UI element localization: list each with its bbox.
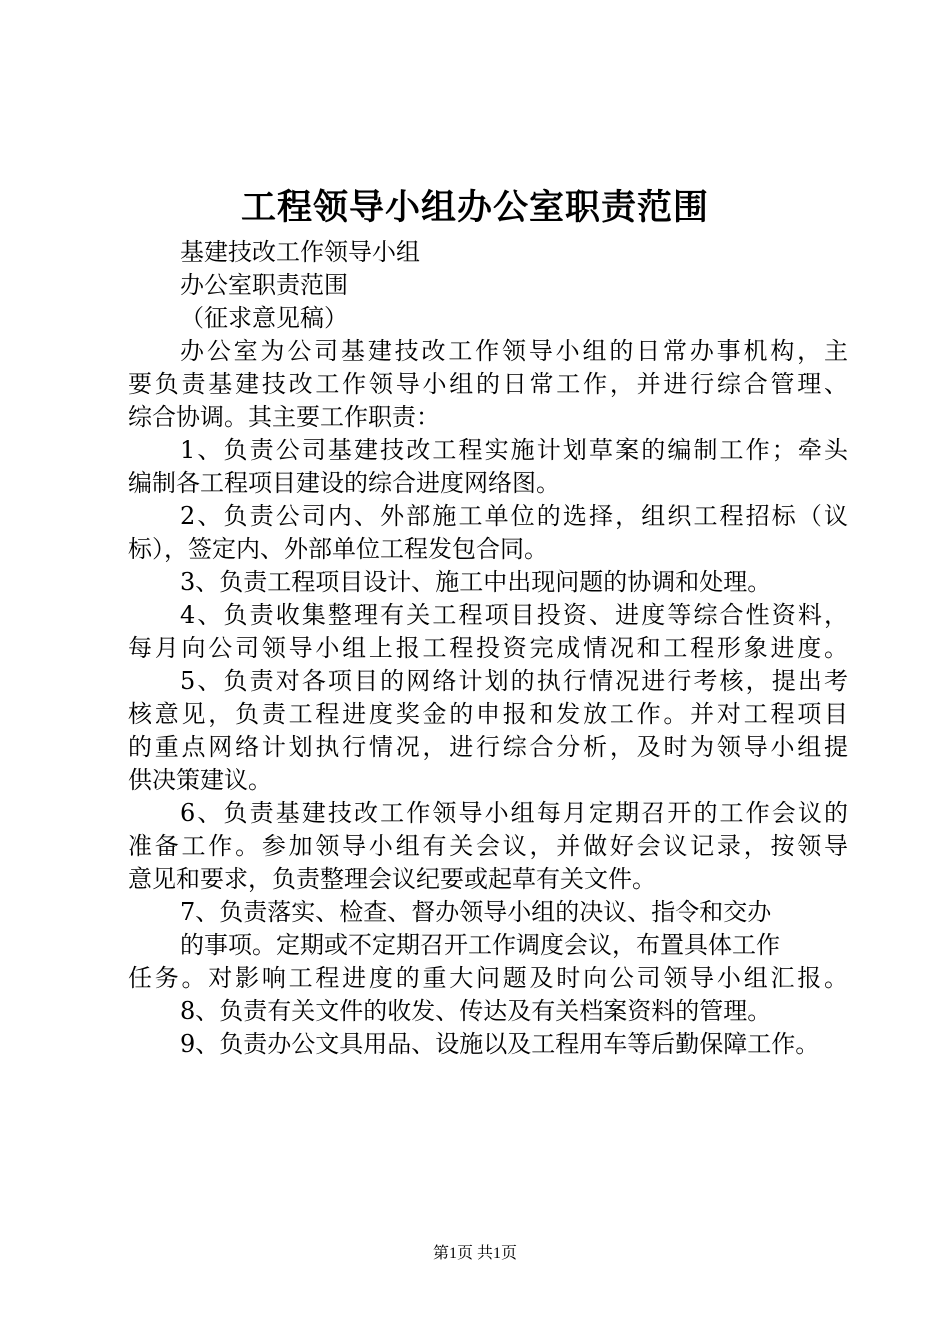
duty-item-line: 每月向公司领导小组上报工程投资完成情况和工程形象进度。: [128, 634, 848, 662]
duty-item-line: 9、负责办公文具用品、设施以及工程用车等后勤保障工作。: [180, 1030, 820, 1058]
duty-item-line: 核意见，负责工程进度奖金的申报和发放工作。并对工程项目: [128, 700, 848, 728]
duty-item-line: 1、负责公司基建技改工程实施计划草案的编制工作；牵头: [180, 436, 848, 464]
paragraph-line: 要负责基建技改工作领导小组的日常工作，并进行综合管理、: [128, 370, 848, 398]
duty-item-line: 准备工作。参加领导小组有关会议，并做好会议记录，按领导: [128, 832, 848, 860]
duty-item-line: 3、负责工程项目设计、施工中出现问题的协调和处理。: [180, 568, 772, 596]
duty-item-line: 的事项。定期或不定期召开工作调度会议，布置具体工作: [180, 931, 780, 959]
duty-item-line: 任务。对影响工程进度的重大问题及时向公司领导小组汇报。: [128, 964, 848, 992]
duty-item-line: 6、负责基建技改工作领导小组每月定期召开的工作会议的: [180, 799, 848, 827]
duty-item-line: 编制各工程项目建设的综合进度网络图。: [128, 469, 560, 497]
duty-item-line: 4、负责收集整理有关工程项目投资、进度等综合性资料，: [180, 601, 848, 629]
paragraph-line: 综合协调。其主要工作职责：: [128, 403, 440, 431]
duty-item-line: 7、负责落实、检查、督办领导小组的决议、指令和交办: [180, 898, 772, 926]
draft-note: （征求意见稿）: [180, 304, 348, 332]
duty-item-line: 标），签定内、外部单位工程发包合同。: [128, 535, 548, 563]
duty-item-line: 2、负责公司内、外部施工单位的选择，组织工程招标（议: [180, 502, 848, 530]
document-body: [128, 236, 848, 1061]
duty-item-line: 的重点网络计划执行情况，进行综合分析，及时为领导小组提: [128, 733, 848, 761]
document-title: 工程领导小组办公室职责范围: [240, 187, 709, 228]
duty-item-line: 供决策建议。: [128, 766, 272, 794]
duty-item-line: 意见和要求，负责整理会议纪要或起草有关文件。: [128, 865, 656, 893]
duty-item-line: 5、负责对各项目的网络计划的执行情况进行考核，提出考: [180, 667, 848, 695]
subtitle-line: 基建技改工作领导小组: [180, 238, 420, 266]
page-number-footer: 第1页 共1页: [432, 1245, 517, 1262]
paragraph-line: 办公室为公司基建技改工作领导小组的日常办事机构，主: [180, 337, 848, 365]
duty-item-line: 8、负责有关文件的收发、传达及有关档案资料的管理。: [180, 997, 772, 1025]
subtitle-line: 办公室职责范围: [180, 271, 348, 299]
